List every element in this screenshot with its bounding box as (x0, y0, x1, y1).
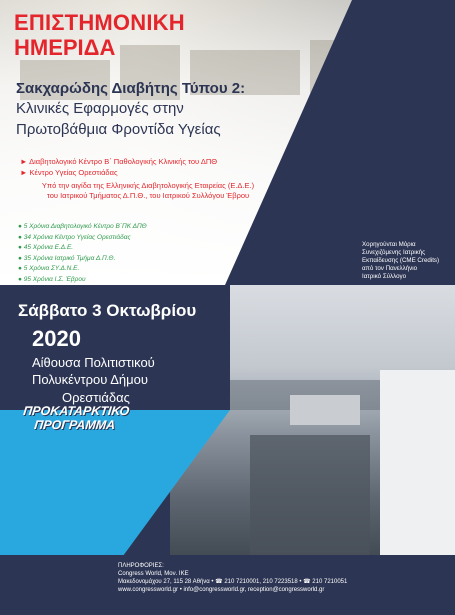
subtitle-line-2: Κλινικές Εφαρμογές στην (16, 100, 184, 117)
anniversaries-list (18, 222, 147, 285)
organizer-item: ► Διαβητολογικό Κέντρο Β΄ Παθολογικής Κλινικής του ΔΠΘ (20, 157, 218, 166)
subtitle-line-1: Σακχαρώδης Διαβήτης Τύπου 2: (16, 80, 246, 97)
title-line-2: ΗΜΕΡΙΔΑ (14, 35, 116, 60)
venue-line-3: Ορεστιάδας (62, 390, 130, 405)
anniversary-item: ● 45 Χρόνια Ε.Δ.Ε. (18, 244, 74, 251)
auspices-line-1: Υπό την αιγίδα της Ελληνικής Διαβητολογικής Εταιρείας (Ε.Δ.Ε.) (41, 181, 255, 190)
cme-credits-note: Χορηγούνται Μόρια Συνεχιζόμενης Ιατρικής Εκπαίδευσης (CME Credits) από τον Πανελλήνιο Ιατρικό Σύλλογο (362, 241, 440, 280)
venue-line-2: Πολυκέντρου Δήμου (32, 372, 148, 387)
anniversary-item: ● 34 Χρόνια Κέντρο Υγείας Ορεστιάδας (18, 233, 131, 241)
auspices-line-2: του Ιατρικού Τμήματος Δ.Π.Θ., του Ιατρικού Συλλόγου Έβρου (46, 191, 250, 200)
anniversary-item: ● 35 Χρόνια Ιατρικό Τμήμα Δ.Π.Θ. (18, 254, 116, 262)
anniversary-item: ● 5 Χρόνια ΣΥ.Δ.Ν.Ε. (18, 265, 80, 272)
subtitle-line-3: Πρωτοβάθμια Φροντίδα Υγείας (16, 121, 221, 138)
anniversary-item: ● 5 Χρόνια Διαβητολογικό Κέντρο Β΄ΠΚ ΔΠΘ (18, 223, 147, 230)
venue-line-1: Αίθουσα Πολιτιστικού (32, 355, 155, 370)
event-day: Σάββατο 3 Οκτωβρίου (18, 301, 197, 320)
preliminary-program-badge: ΠΡΟΚΑΤΑΡΚΤΙΚΟ ΠΡΟΓΡΑΜΜΑ (22, 404, 130, 432)
event-year: 2020 (32, 326, 81, 351)
blue-accent-panel (0, 410, 230, 560)
organizer-item: ► Κέντρο Υγείας Ορεστιάδας (20, 168, 118, 177)
anniversary-item: ● 95 Χρόνια Ι.Σ. Έβρου (18, 275, 86, 283)
title-line-1: ΕΠΙΣΤΗΜΟΝΙΚΗ (14, 10, 185, 35)
footer-info: ΠΛΗΡΟΦΟΡΙΕΣ: Congress World, Μον. ΙΚΕ Μακεδονομάχου 27, 115 28 Αθήνα • ☎ 210 7210001, 210 7223518 • ☎ 210 7210051 www.congressworld.gr • info@congressworld.gr, reception@congressworld.gr (118, 563, 348, 593)
